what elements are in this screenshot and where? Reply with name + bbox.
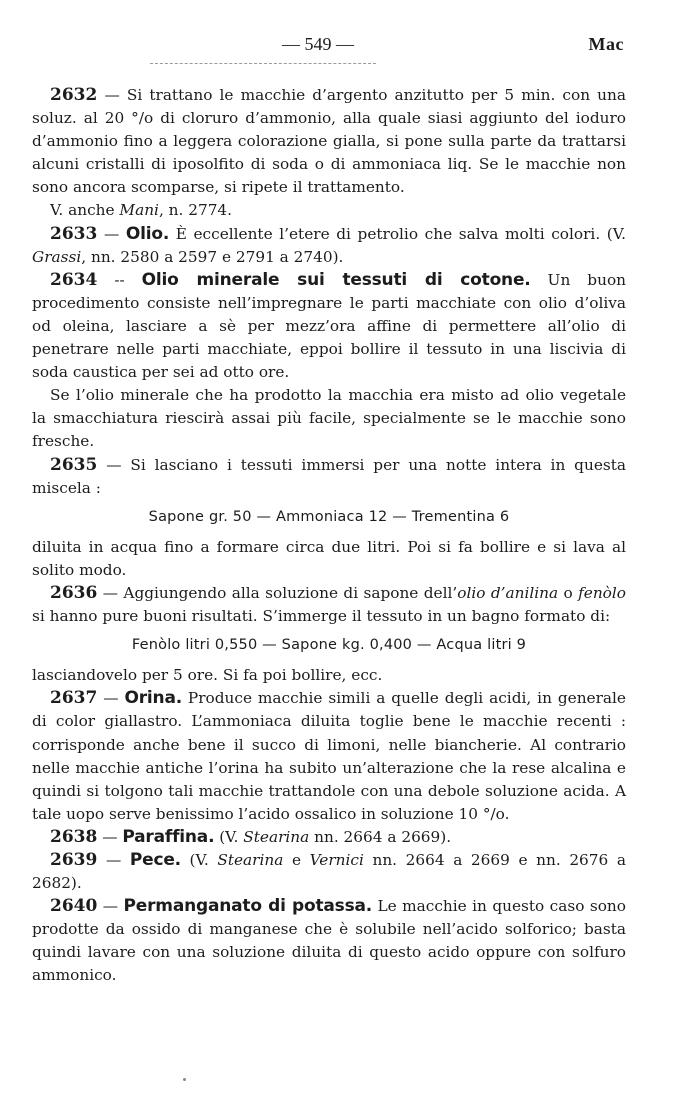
entry-2632 <box>32 84 626 199</box>
entry-title: Paraffina. <box>122 826 215 847</box>
entry-text-tail: nn. 2664 a 2669). <box>309 827 452 846</box>
cross-reference: Grassi <box>32 247 82 266</box>
entry-2632-see-also <box>32 199 626 222</box>
entry-2633 <box>32 223 626 269</box>
entry-2635-continued: diluita in acqua fino a formare circa due litri. Poi si fa bollire e si lava al solito modo. <box>32 537 626 579</box>
cross-reference: Stearina <box>217 851 284 869</box>
entry-2639 <box>32 849 626 895</box>
entry-2638 <box>32 826 626 849</box>
entry-title: Olio minerale sui tessuti di cotone. <box>141 269 531 290</box>
entry-number: 2640 <box>50 896 98 917</box>
entry-text-tail: , nn. 2580 a 2597 e 2791 a 2740). <box>81 247 344 266</box>
running-head: Mac <box>588 34 624 54</box>
entry-text: Un buon procedimento consiste nell’impregnare le parti macchiate con olio d’oliva od oleina, lasciare a sè per mezz’ora affine di permettere all’olio di penetrare nelle parti macchiate, eppoi bollire il tessuto in una liscivia di soda caustica per sei ad otto ore. <box>32 270 627 382</box>
entry-2637 <box>32 687 626 826</box>
entry-title: Pece. <box>129 850 181 870</box>
entry-text: e <box>283 851 310 869</box>
see-also-prefix: V. anche <box>50 201 120 220</box>
entry-title: Orina. <box>124 688 182 709</box>
entry-number: 2634 <box>50 269 98 290</box>
entry-dash: — <box>97 827 123 846</box>
entry-text: (V. <box>180 851 218 869</box>
entry-2634 <box>32 269 626 384</box>
entry-text: o <box>558 583 579 602</box>
entry-text: Produce macchie simili a quelle degli acidi, in generale di color giallastro. L’ammoniaca diluita toglie bene le macchie recenti : corrisponde anche bene il succo di limoni, nelle biancherie. Al contrario nelle macchie antiche l’orina ha subito un’alterazione che la rese alcalina e quindi si tolgono tali macchie trattandole con una debole soluzione acida. A tale uopo serve benissimo l’acido ossalico in soluzione 10 °/o. <box>32 689 626 823</box>
entry-2636-continued: lasciandovelo per 5 ore. Si fa poi bollire, ecc. <box>32 666 383 685</box>
header-rule <box>150 63 376 64</box>
entry-number: 2639 <box>50 850 98 870</box>
cross-reference: Vernici <box>309 851 364 869</box>
see-also-suffix: , n. 2774. <box>158 201 233 220</box>
print-speck <box>183 1078 186 1081</box>
entry-text: — Si lasciano i tessuti immersi per una notte intera in questa miscela : <box>32 455 626 497</box>
entry-text: — Aggiungendo alla soluzione di sapone dell’ <box>97 583 458 602</box>
entry-dash: — <box>97 897 124 916</box>
entry-text: È eccellente l’etere di petrolio che salva molti colori. (V. <box>169 224 626 243</box>
entry-text-tail: nn. 2664 a 2669 e nn. 2676 a 2682). <box>32 851 626 893</box>
entry-dash: — <box>97 224 126 243</box>
entry-2634-continued: Se l’olio minerale che ha prodotto la macchia era misto ad olio vegetale la smacchiatura riescirà assai più facile, specialmente se le macchie sono fresche. <box>32 386 626 451</box>
entry-2640 <box>32 895 626 987</box>
entry-title: Olio. <box>125 223 170 244</box>
entry-number: 2635 <box>50 454 98 475</box>
cross-reference: Stearina <box>243 827 310 846</box>
entry-2636 <box>32 582 626 628</box>
entry-dash: — <box>97 851 130 869</box>
entry-2635 <box>32 454 626 500</box>
italic-term: fenòlo <box>578 583 626 602</box>
page-header <box>0 30 700 64</box>
entry-text: (V. <box>214 827 244 846</box>
entry-text: si hanno pure buoni risultati. S’immerge il tessuto in un bagno formato di: <box>32 607 611 626</box>
entry-dash: -- <box>97 270 142 289</box>
entry-number: 2637 <box>50 688 98 709</box>
entry-text: — Si trattano le macchie d’argento anzitutto per 5 min. con una soluz. al 20 °/o di cloruro d’ammonio, alla quale siasi aggiunto del ioduro d’ammonio fino a leggera colorazione gialla, si pone sulla parte da trattarsi alcuni cristalli di iposolfito di soda o di ammoniaca liq. Se le macchie non sono ancora scomparse, si ripete il trattamento. <box>32 86 626 197</box>
recipe-formula: Fenòlo litri 0,550 — Sapone kg. 0,400 — Acqua litri 9 <box>131 637 527 654</box>
recipe-formula: Sapone gr. 50 — Ammoniaca 12 — Trementina 6 <box>148 508 510 525</box>
entry-title: Permanganato di potassa. <box>123 896 373 917</box>
entry-number: 2638 <box>50 826 98 847</box>
italic-term: olio d’anilina <box>457 583 559 602</box>
entry-number: 2636 <box>50 582 98 603</box>
cross-reference: Mani <box>119 201 159 220</box>
entry-dash: — <box>97 689 125 708</box>
page-number: — 549 — <box>282 34 354 54</box>
entry-number: 2632 <box>50 85 98 105</box>
entry-text: Le macchie in questo caso sono prodotte da ossido di manganese che è solubile nell’acido solforico; basta quindi lavare con una soluzione diluita di questo acido oppure con solfuro ammonico. <box>32 897 626 985</box>
page-body <box>32 84 626 988</box>
entry-number: 2633 <box>50 223 98 244</box>
